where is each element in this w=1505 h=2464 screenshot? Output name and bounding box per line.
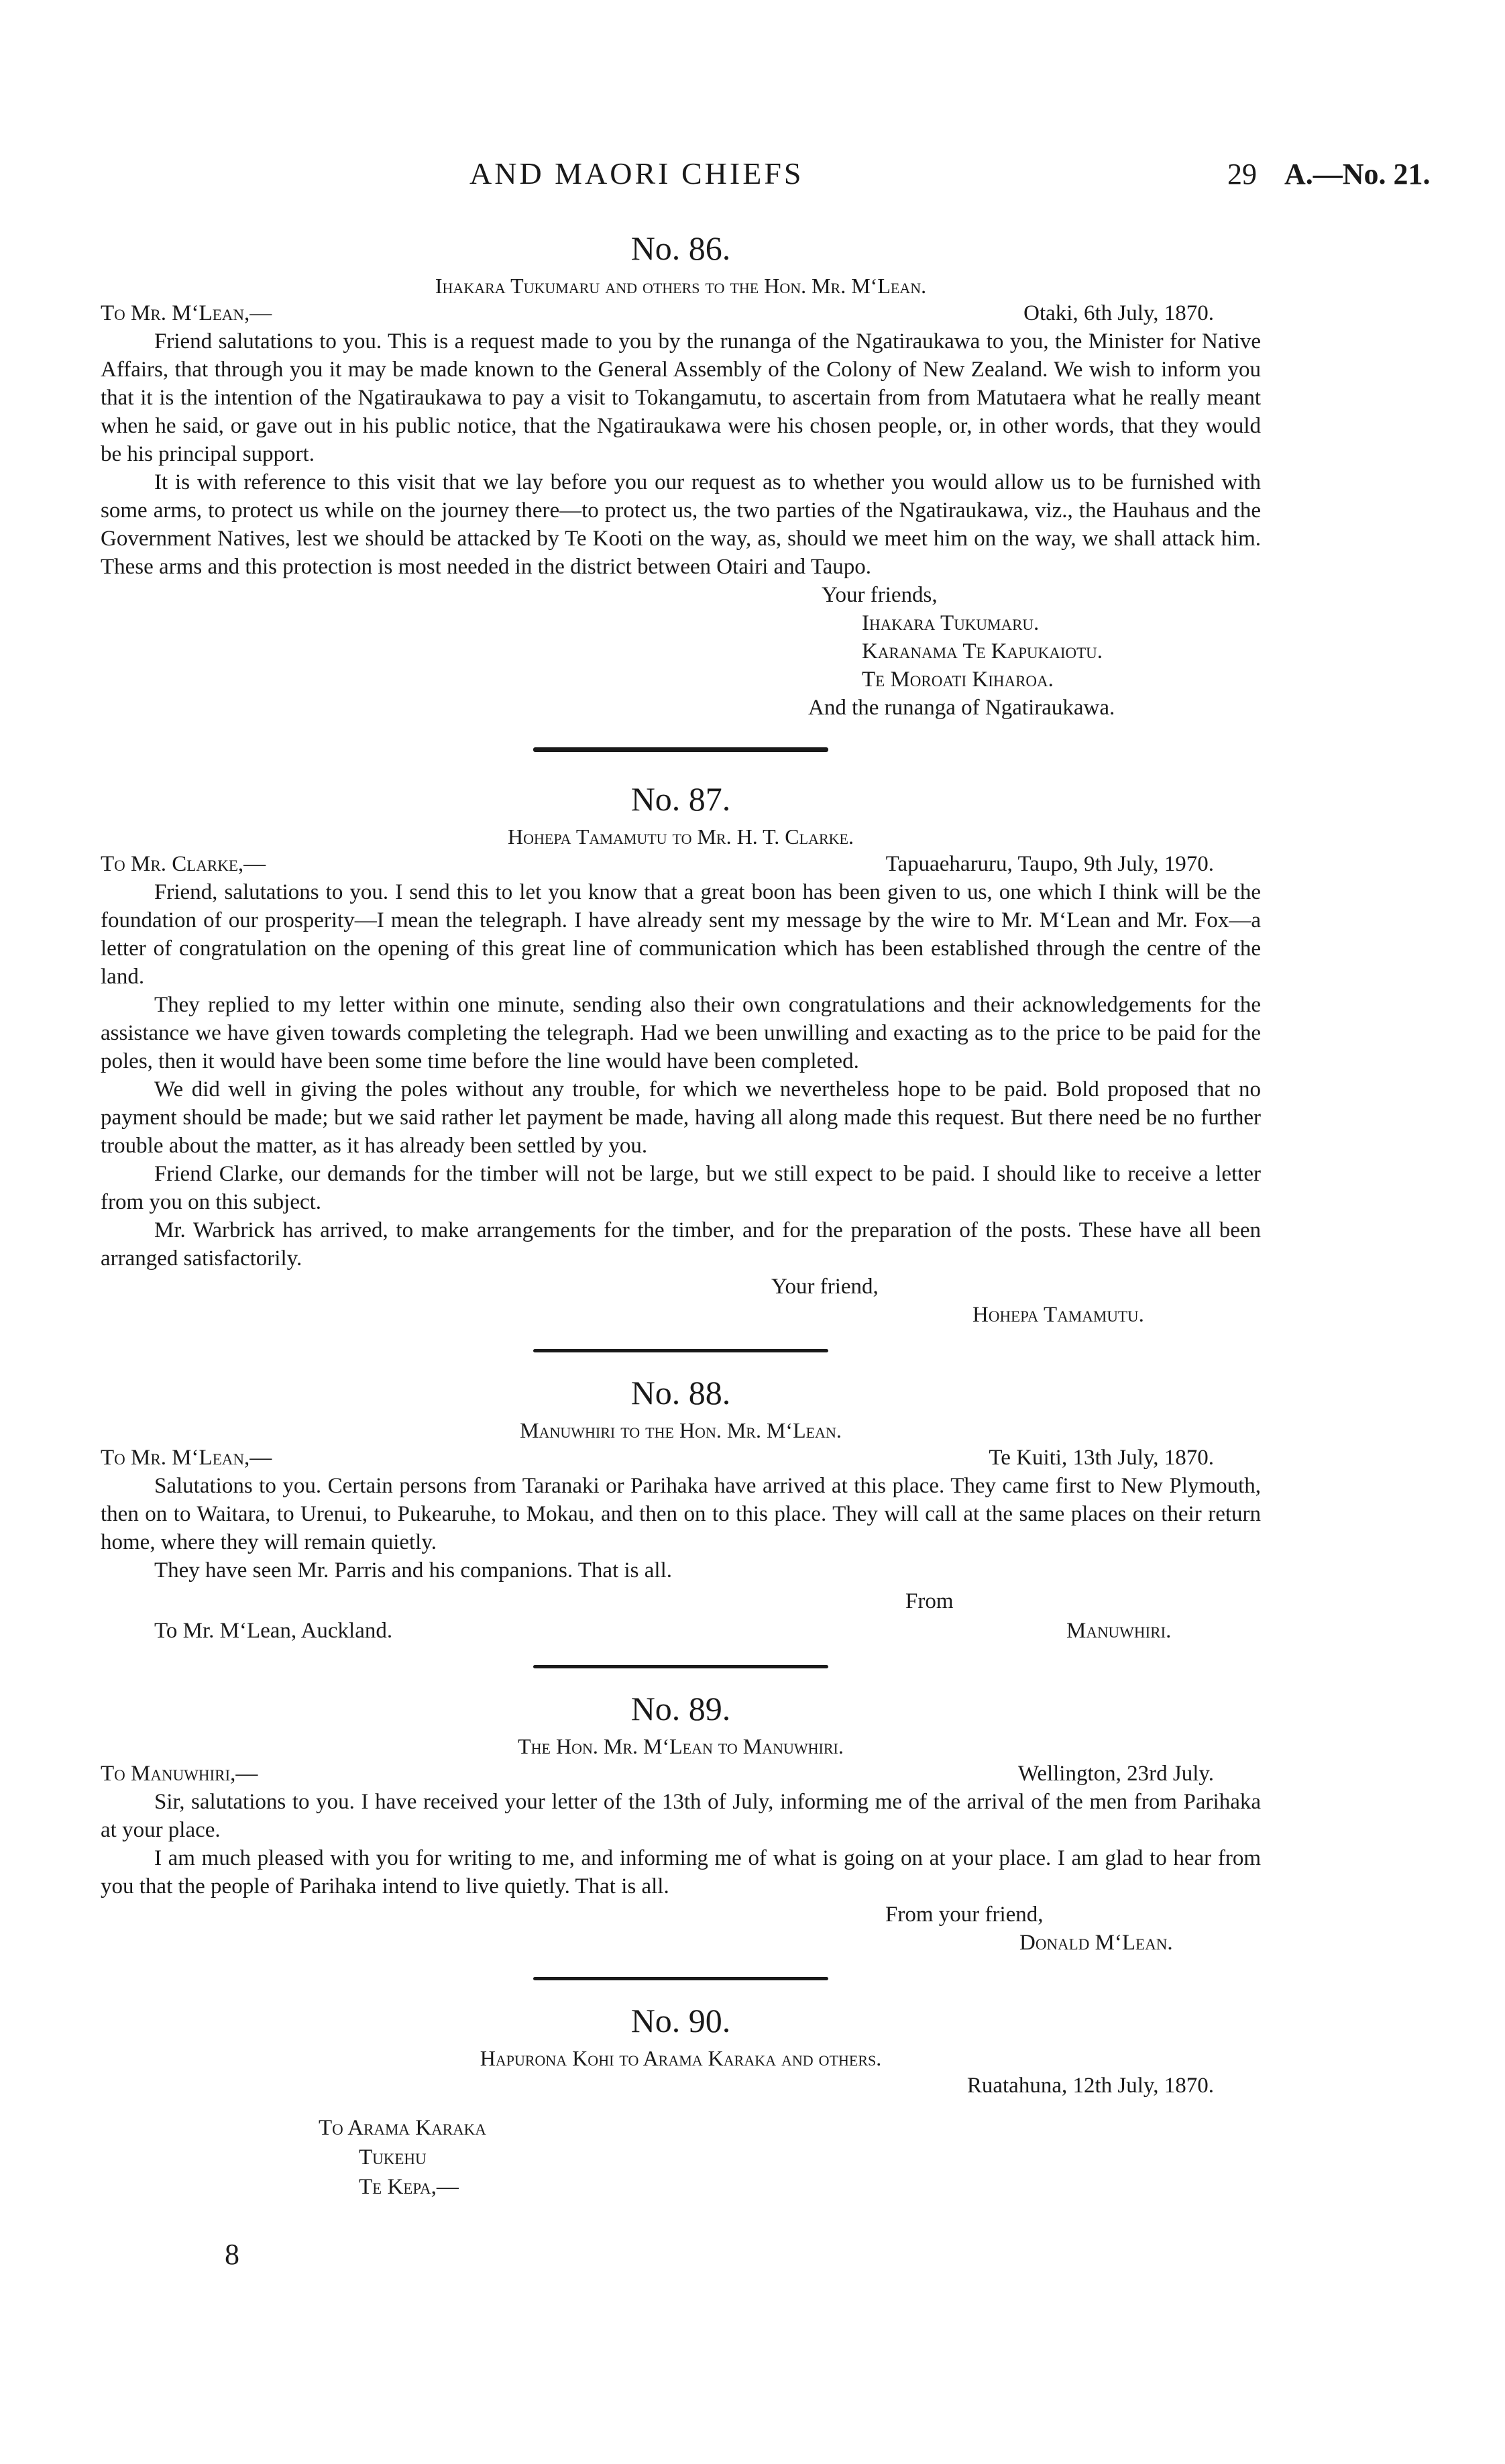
letter-number: No. 90. — [630, 2002, 731, 2039]
paragraph: It is with reference to this visit that we lay before you our request as to whether you would allow us to be furnished with some arms, to protect us while on the journey there—to protect us, the two parties of the Ngatiraukawa, viz., the Hauhaus and the Government Natives, lest we should be attacked by Te Kooti on the way, as, should we meet him on the way, we shall attack him. These arms and this protection is most needed in the district between Otairi and Taupo. — [101, 470, 1261, 579]
letter-89 — [101, 1689, 1261, 1957]
signature-mark: 8 — [225, 2238, 239, 2271]
closing-phrase: From your friend, — [885, 1903, 1044, 1927]
recipient-note: To Mr. M‘Lean, Auckland. — [154, 1619, 393, 1643]
place-date: Wellington, 23rd July. — [1017, 1762, 1214, 1786]
letters-column — [101, 221, 1261, 2202]
letter-number: No. 89. — [630, 1690, 731, 1727]
closing-phrase: Your friend, — [771, 1275, 879, 1299]
addressee: Te Kepa,— — [359, 2175, 459, 2199]
paragraph: Friend salutations to you. This is a request made to you by the runanga of the Ngatiraukawa to you, the Minister for Native Affairs, that through you it may be made known to the General Assembly of the Colony of New Zealand. We wish to inform you that it is the intention of the Ngatiraukawa to pay a visit to Tokangamutu, to ascertain from from Matutaera what he really meant when he said, or gave out in his public notice, that the Ngatiraukawa were his chosen people, or, in other words, that they would be his principal support. — [101, 329, 1261, 466]
addressee: To Arama Karaka — [319, 2116, 486, 2140]
addressee: To Mr. M‘Lean,— — [101, 301, 272, 325]
section-divider — [533, 1665, 828, 1668]
letter-heading: Hapurona Kohi to Arama Karaka and others. — [480, 2046, 882, 2070]
letter-heading: Manuwhiri to the Hon. Mr. M‘Lean. — [520, 1418, 842, 1442]
series-reference: A.—No. 21. — [1284, 158, 1431, 191]
letter-88 — [101, 1373, 1261, 1645]
addressee: Tukehu — [359, 2145, 427, 2170]
section-divider — [533, 1977, 828, 1980]
page-number: 29 — [1227, 158, 1257, 191]
signature: Te Moroati Kiharoa. — [862, 667, 1054, 692]
addressee-list — [319, 2113, 1261, 2202]
signature: Ihakara Tukumaru. — [862, 611, 1040, 635]
signature: Donald M‘Lean. — [1019, 1931, 1173, 1955]
letter-90 — [101, 2000, 1261, 2202]
place-date-row — [101, 2072, 1261, 2100]
salutation-row — [101, 299, 1261, 327]
signature: Karanama Te Kapukaiotu. — [862, 639, 1103, 663]
letter-heading: The Hon. Mr. M‘Lean to Manuwhiri. — [518, 1734, 844, 1758]
salutation-row — [101, 1444, 1261, 1472]
letter-number: No. 86. — [630, 229, 731, 267]
letter-heading: Ihakara Tukumaru and others to the Hon. Mr. M‘Lean. — [435, 274, 927, 298]
signature: Manuwhiri. — [1066, 1619, 1172, 1643]
salutation-row — [101, 850, 1261, 878]
signature-tail: And the runanga of Ngatiraukawa. — [808, 696, 1115, 720]
letter-86 — [101, 228, 1261, 722]
place-date: Otaki, 6th July, 1870. — [1023, 301, 1214, 325]
paragraph: I am much pleased with you for writing to me, and informing me of what is going on at your place. I am glad to hear from you that the people of Parihaka intend to live quietly. That is all. — [101, 1846, 1261, 1898]
paragraph: Salutations to you. Certain persons from Taranaki or Parihaka have arrived at this place. They came first to New Plymouth, then on to Waitara, to Urenui, to Pukearuhe, to Mokau, and then on to this place. They will call at the same places on their return home, where they will remain quietly. — [101, 1474, 1261, 1554]
addressee: To Mr. Clarke,— — [101, 852, 266, 876]
addressee: To Mr. M‘Lean,— — [101, 1446, 272, 1470]
letter-number: No. 88. — [630, 1374, 731, 1411]
place-date: Tapuaeharuru, Taupo, 9th July, 1970. — [885, 852, 1214, 876]
closing-block — [771, 1273, 1261, 1329]
closing-phrase: Your friends, — [822, 583, 938, 607]
addressee: To Manuwhiri,— — [101, 1762, 258, 1786]
closing-block — [101, 1585, 1261, 1645]
closing-block — [808, 581, 1261, 722]
paragraph: Friend, salutations to you. I send this to let you know that a great boon has been given to us, one which I think will be the foundation of our prosperity—I mean the telegraph. I have already sent my message by the wire to Mr. M‘Lean and Mr. Fox—a letter of congratulation on the opening of this great line of communication which has been established through the centre of the land. — [101, 880, 1261, 989]
paragraph: They replied to my letter within one minute, sending also their own congratulations and their acknowledgements for the assistance we have given towards completing the telegraph. Had we been unwilling and exacting as to the price to be paid for the poles, then it would have been some time before the line would have been completed. — [101, 993, 1261, 1073]
salutation-row — [101, 1760, 1261, 1788]
paragraph: Sir, salutations to you. I have received your letter of the 13th of July, informing me of the arrival of the men from Parihaka at your place. — [101, 1790, 1261, 1842]
page-header — [0, 156, 1505, 203]
closing-block — [885, 1900, 1261, 1957]
section-divider — [533, 1349, 828, 1352]
letter-87 — [101, 779, 1261, 1329]
running-title: AND MAORI CHIEFS — [469, 156, 804, 191]
paragraph: They have seen Mr. Parris and his companions. That is all. — [154, 1558, 672, 1583]
closing-phrase: From — [905, 1589, 954, 1613]
paragraph: Mr. Warbrick has arrived, to make arrangements for the timber, and for the preparation of the posts. These have all been arranged satisfactorily. — [101, 1218, 1261, 1271]
place-date: Ruatahuna, 12th July, 1870. — [966, 2074, 1214, 2098]
signature: Hohepa Tamamutu. — [972, 1303, 1144, 1327]
section-divider — [533, 747, 828, 752]
paragraph: Friend Clarke, our demands for the timber will not be large, but we still expect to be paid. I should like to receive a letter from you on this subject. — [101, 1162, 1261, 1214]
letter-number: No. 87. — [630, 780, 731, 818]
paragraph: We did well in giving the poles without any trouble, for which we nevertheless hope to be paid. Bold proposed that no payment should be made; but we said rather let payment be made, having all along made this request. But there need be no further trouble about the matter, as it has already been settled by you. — [101, 1077, 1261, 1158]
letter-heading: Hohepa Tamamutu to Mr. H. T. Clarke. — [508, 824, 854, 849]
place-date: Te Kuiti, 13th July, 1870. — [989, 1446, 1214, 1470]
